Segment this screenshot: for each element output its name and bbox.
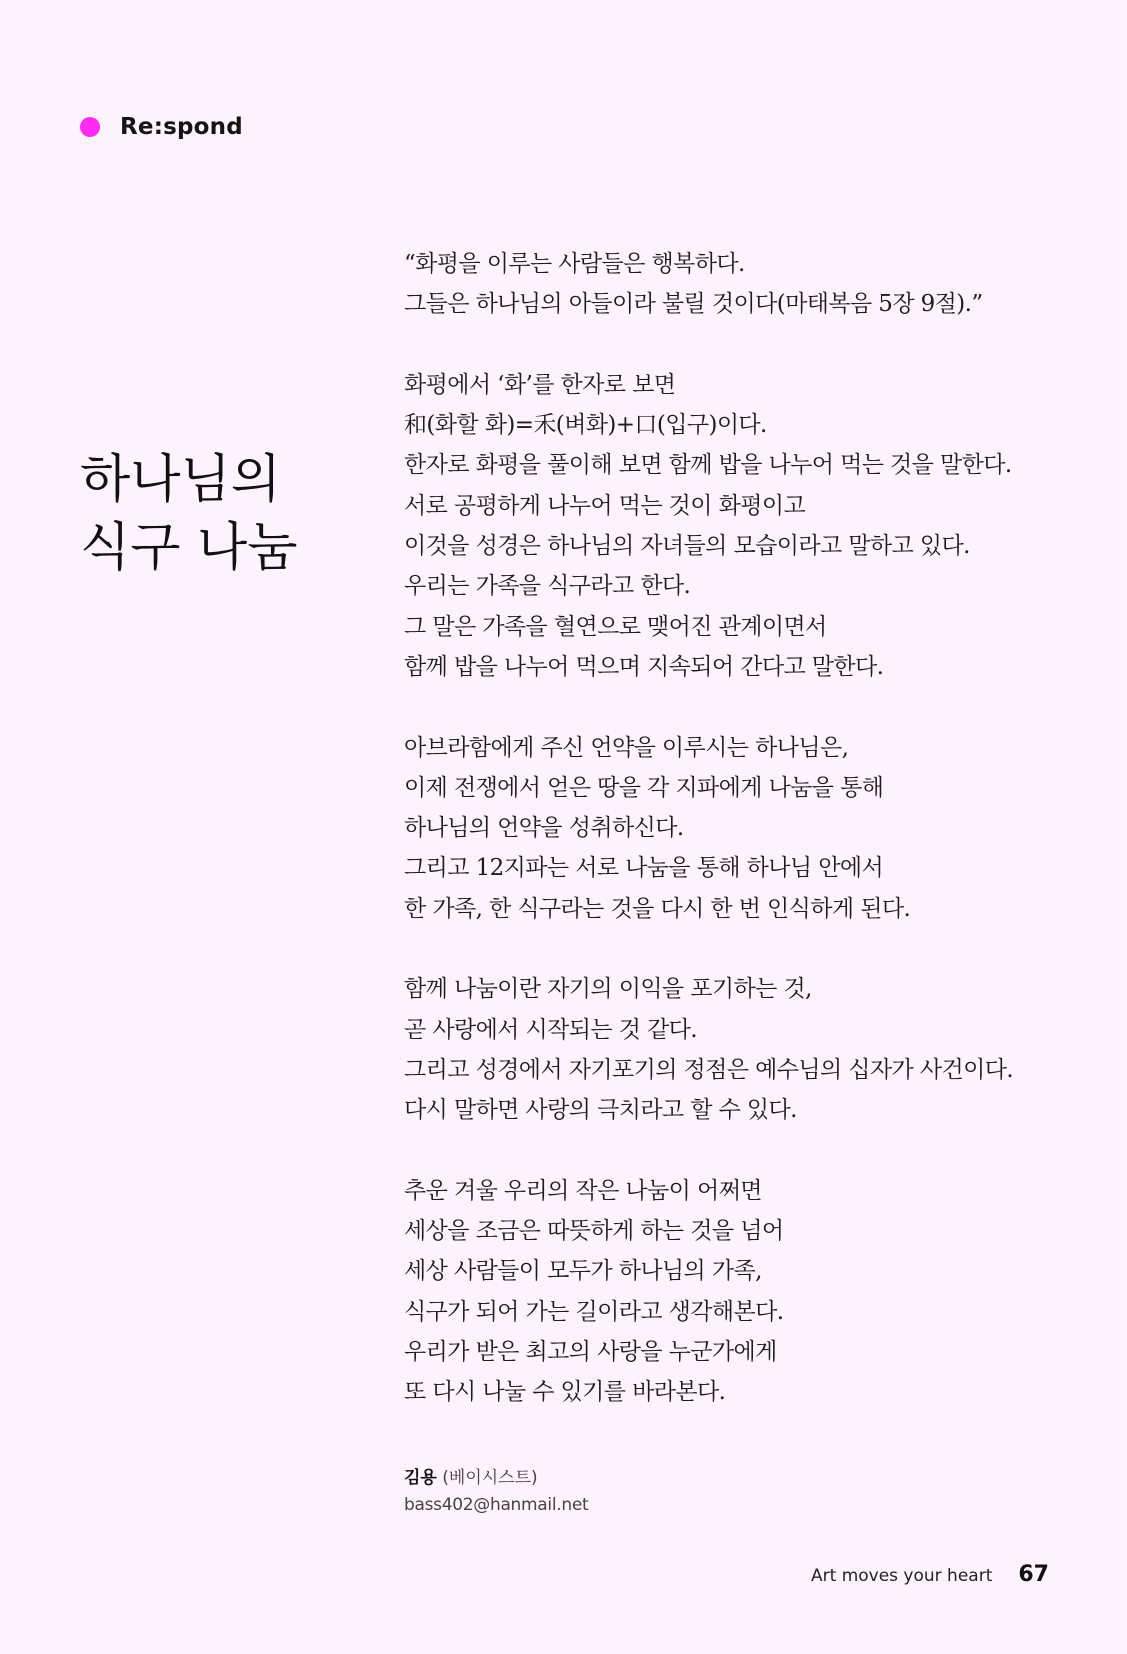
page-footer [811,1562,1049,1587]
article-body [404,244,1064,1413]
paragraph [404,365,1064,687]
body-line: 추운 겨울 우리의 작은 나눔이 어쩌면 [404,1177,762,1204]
author-role: (베이시스트) [442,1468,538,1488]
body-line: 서로 공평하게 나누어 먹는 것이 화평이고 [404,492,806,519]
paragraph [404,969,1064,1130]
body-line: 그리고 12지파는 서로 나눔을 통해 하나님 안에서 [404,855,884,882]
body-line: 곧 사랑에서 시작되는 것 같다. [404,1016,697,1043]
body-line: 이제 전쟁에서 얻은 땅을 각 지파에게 나눔을 통해 [404,774,884,801]
body-line: 그들은 하나님의 아들이라 불릴 것이다(마태복음 5장 9절).” [404,291,983,318]
author-name: 김용 [404,1468,437,1488]
body-line: 그 말은 가족을 혈연으로 맺어진 관계이면서 [404,613,827,640]
paragraph [404,728,1064,929]
footer-tagline: Art moves your heart [811,1566,993,1586]
author-email[interactable]: bass402@hanmail.net [404,1495,589,1515]
page-number: 67 [1018,1562,1049,1587]
body-line: 우리는 가족을 식구라고 한다. [404,573,691,600]
body-line: 세상을 조금은 따뜻하게 하는 것을 넘어 [404,1218,784,1245]
body-line: 화평에서 ‘화’를 한자로 보면 [404,371,676,398]
body-line: 한자로 화평을 풀이해 보면 함께 밥을 나누어 먹는 것을 말한다. [404,452,1012,479]
body-line: 다시 말하면 사랑의 극치라고 할 수 있다. [404,1097,797,1124]
body-line: 아브라함에게 주신 언약을 이루시는 하나님은, [404,734,849,761]
body-line: 하나님의 언약을 성취하신다. [404,815,684,842]
body-line: 함께 나눔이란 자기의 이익을 포기하는 것, [404,976,812,1003]
body-line: 또 다시 나눌 수 있기를 바라본다. [404,1379,726,1406]
section-dot-icon [80,117,100,137]
paragraph [404,1171,1064,1413]
section-tag [80,114,243,140]
paragraph [404,244,1064,325]
body-line: 한 가족, 한 식구라는 것을 다시 한 번 인식하게 된다. [404,895,911,922]
body-line: 함께 밥을 나누어 먹으며 지속되어 간다고 말한다. [404,653,884,680]
section-label: Re:spond [120,114,243,140]
body-line: 식구가 되어 가는 길이라고 생각해본다. [404,1298,784,1325]
body-line: 그리고 성경에서 자기포기의 정점은 예수님의 십자가 사건이다. [404,1056,1014,1083]
author-credit [404,1464,588,1518]
body-line: “화평을 이루는 사람들은 행복하다. [404,251,745,277]
body-line: 세상 사람들이 모두가 하나님의 가족, [404,1258,762,1285]
body-line: 우리가 받은 최고의 사랑을 누군가에게 [404,1339,777,1366]
body-line: 和(화할 화)=禾(벼화)+口(입구)이다. [404,412,767,439]
body-line: 이것을 성경은 하나님의 자녀들의 모습이라고 말하고 있다. [404,533,970,560]
article-title: 하나님의 식구 나눔 [80,450,298,578]
